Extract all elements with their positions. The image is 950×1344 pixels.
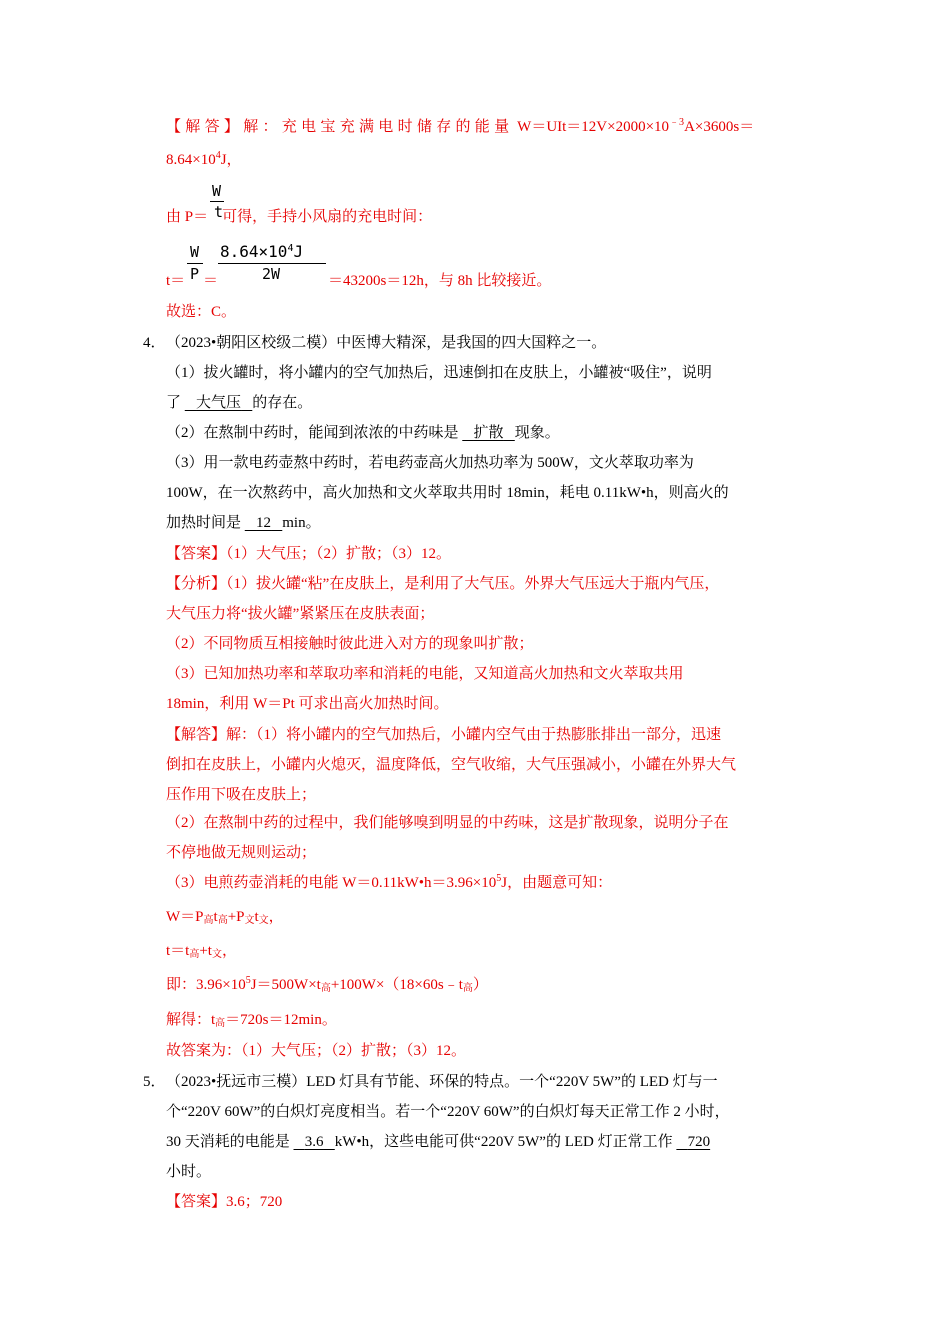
q5-line-1: （2023•抚远市三模）LED 灯具有节能、环保的特点。一个“220V 5W”的 LED 灯与一 <box>166 1074 718 1090</box>
eq2-b: +t <box>199 943 212 959</box>
q4-solution-6-exp: 5 <box>496 873 502 884</box>
q3-eq-sign: ＝ <box>203 273 219 289</box>
q3-energy-exp: 4 <box>215 150 221 161</box>
q3-fraction-w-over-t-den: t <box>214 203 224 221</box>
q4-equation-2 <box>166 941 237 961</box>
q3-answer-line-1 <box>166 117 754 137</box>
q5-blank-2 <box>676 1132 710 1152</box>
q5-line-3-mid: kW•h，这些电能可供“220V 5W”的 LED 灯正常工作 <box>334 1134 673 1150</box>
eq1-b: t <box>213 909 218 925</box>
q3-result: ＝43200s＝12h，与 8h 比较接近。 <box>328 273 552 289</box>
q4-equation-3 <box>166 975 488 995</box>
q4-part2-post: 现象。 <box>514 425 560 441</box>
eq2-s1: 高 <box>189 949 200 960</box>
q4-part1-post: 的存在。 <box>252 395 313 411</box>
q4-equation-4 <box>166 1010 337 1030</box>
q3-answer-line-4-mid <box>203 271 218 291</box>
eq3-s2: 高 <box>462 983 473 994</box>
eq1-d: t <box>254 909 259 925</box>
eq2-a: t＝t <box>166 943 190 959</box>
q3-formula-tail: A×3600s＝ <box>684 119 755 135</box>
eq1-s2: 高 <box>217 915 228 926</box>
q3-answer-line-3 <box>166 207 432 227</box>
q3-p-eq: 由 P＝ <box>166 209 209 225</box>
q3-t-eq: t＝ <box>166 273 186 289</box>
q3-fraction-energy-num <box>220 244 303 260</box>
q4-part2-pre: （2）在熬制中药时，能闻到浓浓的中药味是 <box>166 425 459 441</box>
eq4-s1: 高 <box>215 1018 226 1029</box>
q3-frac-energy-value: 8.64×10 <box>220 242 288 261</box>
q4-blank-1-value: 大气压 <box>196 395 242 411</box>
q3-answer-line-4-post <box>328 271 551 291</box>
q5-blank-1-value: 3.6 <box>304 1134 324 1150</box>
q4-stem: （2023•朝阳区校级二模）中医博大精深，是我国的四大国粹之一。 <box>166 335 607 351</box>
q3-frac-energy-unit: J <box>293 242 304 261</box>
q4-blank-2-value: 扩散 <box>473 425 504 441</box>
q3-answer-line-2 <box>166 150 242 170</box>
q4-blank-2 <box>462 423 515 443</box>
q4-solution-5: 不停地做无规则运动； <box>166 845 317 861</box>
eq1-s3: 文 <box>244 915 255 926</box>
eq1-c: +P <box>227 909 245 925</box>
q4-part1-b <box>166 393 312 413</box>
q4-solution-6 <box>166 873 612 893</box>
q4-solution-6-pre: （3）电煎药壶消耗的电能 W＝0.11kW•h＝3.96×10 <box>166 875 497 891</box>
eq3-c: +100W×（18×60s﹣t <box>330 977 463 993</box>
q4-blank-3-value: 12 <box>256 515 272 531</box>
q3-fraction-w-over-t-num: W <box>212 182 222 200</box>
eq3-exp: 5 <box>245 975 251 986</box>
q3-fraction-w-over-p-den: P <box>190 265 200 283</box>
q5-line-2: 个“220V 60W”的白炽灯亮度相当。若一个“220V 60W”的白炽灯每天正常工作 2 小时， <box>166 1104 730 1120</box>
q4-solution-6-post: J，由题意可知： <box>501 875 613 891</box>
q4-analysis-4: （3）已知加热功率和萃取功率和消耗的电能，又知道高火加热和文火萃取共用 <box>166 666 684 682</box>
q3-choice: 故选：C。 <box>166 304 237 320</box>
eq2-s2: 文 <box>211 949 222 960</box>
q4-solution-2: 倒扣在皮肤上，小罐内火熄灭，温度降低，空气收缩，大气压强减小，小罐在外界大气 <box>166 757 737 773</box>
q3-answer-line-4 <box>166 271 185 291</box>
eq1-s1: 高 <box>203 915 214 926</box>
q3-fraction-bar-2 <box>187 263 203 264</box>
eq1-e: ， <box>268 909 284 925</box>
q5-line-4: 小时。 <box>166 1164 212 1180</box>
q4-solution-4: （2）在熬制中药的过程中，我们能够嗅到明显的中药味，这是扩散现象，说明分子在 <box>166 815 729 831</box>
q5-blank-2-value: 720 <box>687 1134 711 1150</box>
q4-part1-pre: 了 <box>166 395 182 411</box>
eq3-a: 即：3.96×10 <box>166 977 246 993</box>
q3-fraction-energy-den: 2W <box>262 265 281 283</box>
q5-answer: 【答案】3.6；720 <box>166 1194 283 1210</box>
q4-solution-1: 【解答】解：（1）将小罐内的空气加热后，小罐内空气由于热膨胀排出一部分，迅速 <box>166 727 722 743</box>
q4-blank-3 <box>245 513 283 533</box>
q5-line-3-pre: 30 天消耗的电能是 <box>166 1134 290 1150</box>
q4-answer: 【答案】（1）大气压；（2）扩散；（3）12。 <box>166 546 452 562</box>
q3-energy-unit: J， <box>220 152 242 168</box>
eq4-b: ＝720s＝12min。 <box>225 1012 337 1028</box>
q4-analysis-1: 【分析】（1）拔火罐“粘”在皮肤上，是利用了大气压。外界大气压远大于瓶内气压， <box>166 576 720 592</box>
q4-analysis-2: 大气压力将“拔火罐”紧紧压在皮肤表面； <box>166 606 435 622</box>
q4-part1-a: （1）拔火罐时，将小罐内的空气加热后，迅速倒扣在皮肤上，小罐被“吸住”，说明 <box>166 365 712 381</box>
q3-formula: W＝UIt＝12V×2000×10 <box>517 119 670 135</box>
q3-exp: ﹣3 <box>669 117 685 128</box>
q4-final-answer: 故答案为：（1）大气压；（2）扩散；（3）12。 <box>166 1043 467 1059</box>
q3-fraction-bar-1 <box>210 201 224 202</box>
q3-fraction-bar-3 <box>218 263 326 264</box>
q3-energy-value: 8.64×10 <box>166 152 216 168</box>
q4-part3-post: min。 <box>282 515 321 531</box>
eq4-a: 解得：t <box>166 1012 216 1028</box>
q4-part3-c <box>166 513 321 533</box>
q5-line-3 <box>166 1132 710 1152</box>
q3-frac-energy-exp: 4 <box>287 243 294 254</box>
q4-analysis-3: （2）不同物质互相接触时彼此进入对方的现象叫扩散； <box>166 636 534 652</box>
q5-number: 5． <box>143 1074 166 1090</box>
q4-analysis-5: 18min，利用 W＝Pt 可求出高火加热时间。 <box>166 696 449 712</box>
eq1-a: W＝P <box>166 909 204 925</box>
q5-blank-1 <box>294 1132 335 1152</box>
q4-part3-a: （3）用一款电药壶熬中药时，若电药壶高火加热功率为 500W，文火萃取功率为 <box>166 455 694 471</box>
q4-part2 <box>166 423 560 443</box>
q4-blank-1 <box>185 393 253 413</box>
eq1-s4: 文 <box>258 915 269 926</box>
q3-fraction-w-over-p-num: W <box>190 243 200 261</box>
q3-derived-text: 可得，手持小风扇的充电时间： <box>222 209 433 225</box>
eq3-d: ） <box>472 977 488 993</box>
q4-solution-3: 压作用下吸在皮肤上； <box>166 787 317 803</box>
eq3-s1: 高 <box>320 983 331 994</box>
q4-part3-pre: 加热时间是 <box>166 515 242 531</box>
q4-equation-1 <box>166 907 284 927</box>
eq3-b: J＝500W×t <box>250 977 321 993</box>
q4-number: 4． <box>143 335 166 351</box>
q4-part3-b: 100W，在一次熬药中，高火加热和文火萃取共用时 18min，耗电 0.11kW•h，则高火的 <box>166 485 729 501</box>
eq2-c: ， <box>221 943 237 959</box>
q3-answer-head: 【解答】解：充电宝充满电时储存的能量 <box>166 119 514 135</box>
